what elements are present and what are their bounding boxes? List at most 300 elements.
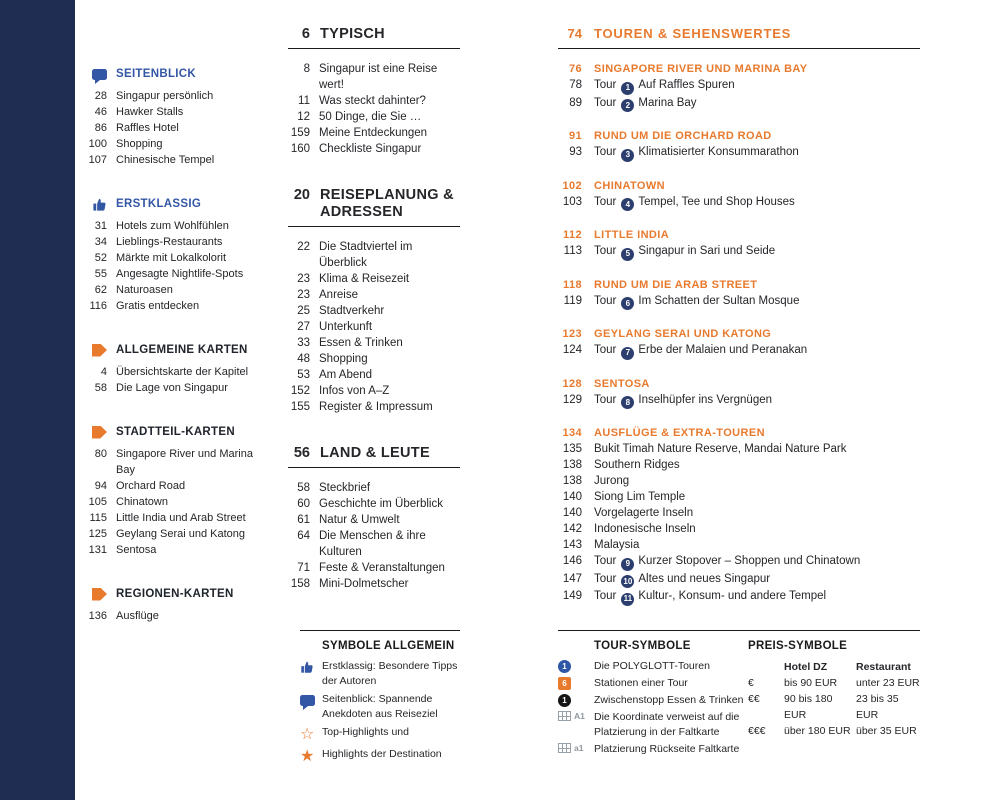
tour-group [558, 425, 920, 606]
page-number: 138 [562, 459, 582, 471]
legend-title: TOUR-SYMBOLE [594, 640, 691, 652]
page-number: 23 [297, 289, 310, 301]
legend-text: Top-Highlights und [322, 726, 409, 738]
page-number: 60 [297, 498, 310, 510]
legend-text: Die Koordinate verweist auf die Platzierung in der Faltkarte [594, 711, 740, 738]
sidebar-item-list [85, 364, 260, 396]
toc-item [85, 478, 260, 494]
price-col-hotel: Hotel DZ [784, 661, 828, 673]
legend-row [558, 659, 748, 674]
speech-bubble-icon [92, 69, 107, 80]
tour-group-header [558, 376, 920, 392]
euro-symbol: €€€ [748, 725, 766, 737]
item-label: Singapur persönlich [116, 90, 214, 102]
page-number: 55 [94, 268, 107, 280]
group-item-list [558, 293, 920, 311]
item-label: Gratis entdecken [116, 300, 200, 312]
item-label: 50 Dinge, die Sie … [319, 111, 422, 123]
label-text: Auf Raffles Spuren [638, 79, 735, 91]
section-typisch [288, 26, 460, 157]
tour-group [558, 277, 920, 311]
page-number: 61 [297, 514, 310, 526]
item-label [594, 571, 920, 589]
toc-item [288, 399, 460, 415]
page-number: 152 [290, 385, 310, 397]
legend-title: SYMBOLE ALLGEMEIN [322, 640, 455, 652]
page-edge-bar [0, 0, 75, 800]
toc-item [558, 95, 920, 113]
tour-symbols-legend [558, 640, 748, 759]
toc-item [85, 494, 260, 510]
tour-group-header [558, 178, 920, 194]
toc-item [85, 282, 260, 298]
sidebar [85, 66, 260, 652]
sidebar-section-regionen-karten [85, 586, 260, 624]
toc-item [558, 489, 920, 505]
tours-header [558, 26, 920, 49]
group-title: GEYLANG SERAI UND KATONG [594, 328, 772, 340]
stop-circle-icon: 1 [558, 694, 571, 707]
label-text: Malaysia [594, 539, 640, 551]
item-label: Checkliste Singapur [319, 143, 422, 155]
toc-item [85, 380, 260, 396]
group-item-list [558, 441, 920, 606]
item-label [594, 457, 920, 473]
toc-item [288, 287, 460, 303]
item-label: Die Menschen & ihre Kulturen [319, 530, 426, 558]
price-symbols-legend [748, 640, 920, 759]
map-coordinate-label: a1 [574, 743, 584, 753]
page-number: 112 [563, 229, 582, 241]
toc-item [558, 473, 920, 489]
page-number: 160 [290, 143, 310, 155]
tour-number-badge: 5 [621, 248, 634, 261]
legend-title: PREIS-SYMBOLE [748, 640, 848, 652]
toc-item [288, 383, 460, 399]
hotel-price: über 180 EUR [784, 725, 851, 737]
group-title: CHINATOWN [594, 179, 666, 192]
item-label: Natur & Umwelt [319, 514, 400, 526]
item-label [594, 553, 920, 571]
item-label: Infos von A–Z [319, 385, 390, 397]
item-label [594, 392, 920, 410]
page-number: 138 [562, 475, 582, 487]
item-label: Ausflüge [116, 610, 159, 622]
item-label: Angesagte Nightlife-Spots [116, 268, 244, 280]
item-label [594, 293, 920, 311]
toc-item [558, 521, 920, 537]
item-label: Klima & Reisezeit [319, 273, 410, 285]
page-number: 159 [290, 127, 310, 139]
sidebar-item-list [85, 218, 260, 314]
item-label [594, 489, 920, 505]
tour-prefix: Tour [594, 96, 617, 109]
group-title: SINGAPORE RIVER UND MARINA BAY [594, 63, 808, 75]
sidebar-item-list [85, 608, 260, 624]
page-number: 155 [290, 401, 310, 413]
section-item-list [288, 239, 460, 415]
toc-item [558, 537, 920, 553]
toc-item [558, 194, 920, 212]
section-title: TOUREN & SEHENSWERTES [594, 26, 792, 41]
page-number: 143 [562, 539, 582, 551]
tour-prefix: Tour [594, 393, 617, 406]
sidebar-section-header [85, 196, 260, 212]
toc-item [558, 505, 920, 521]
price-table-rows [748, 675, 920, 739]
tour-symbols-legend-area [558, 630, 920, 759]
toc-item [288, 480, 460, 496]
item-label: Orchard Road [116, 480, 186, 492]
sidebar-section-title: ALLGEMEINE KARTEN [116, 344, 248, 356]
page-number: 86 [94, 122, 107, 134]
item-label: Übersichtskarte der Kapitel [116, 366, 249, 378]
page-number: 46 [94, 106, 107, 118]
legend-text: Die POLYGLOTT-Touren [594, 660, 710, 672]
section-page-number: 74 [567, 26, 582, 41]
section-item-list [288, 480, 460, 592]
item-label: Geschichte im Überblick [319, 498, 443, 510]
item-label: Little India und Arab Street [116, 512, 246, 524]
item-label: Sentosa [116, 544, 157, 556]
tour-prefix: Tour [594, 294, 617, 307]
item-label: Die Lage von Singapur [116, 382, 228, 394]
item-label: Naturoasen [116, 284, 173, 296]
tour-prefix: Tour [594, 79, 617, 91]
speech-bubble-icon [300, 695, 315, 706]
arrow-right-icon [92, 588, 107, 601]
item-label: Hotels zum Wohlfühlen [116, 220, 229, 232]
section-title: LAND & LEUTE [320, 445, 430, 461]
page-number: 34 [94, 236, 107, 248]
group-item-list [558, 342, 920, 360]
page-number: 147 [562, 572, 582, 585]
toc-item [558, 342, 920, 360]
page-number: 129 [562, 393, 582, 406]
page-number: 131 [88, 544, 107, 556]
legend-text: Stationen einer Tour [594, 677, 688, 689]
label-text: Tempel, Tee und Shop Houses [638, 195, 795, 208]
page-number: 134 [562, 427, 582, 439]
sidebar-section-header [85, 342, 260, 358]
section-page-number: 56 [293, 445, 310, 461]
page-number: 80 [94, 448, 107, 460]
section-reiseplanung [288, 187, 460, 415]
section-header [288, 187, 460, 227]
tour-prefix: Tour [594, 555, 617, 567]
toc-item [85, 104, 260, 120]
page-number: 33 [297, 337, 310, 349]
item-label: Was steckt dahinter? [319, 95, 426, 107]
label-text: Singapur in Sari und Seide [638, 245, 776, 257]
toc-item [85, 250, 260, 266]
page-number: 52 [94, 252, 107, 264]
page-number: 93 [569, 146, 582, 158]
tour-prefix: Tour [594, 195, 617, 208]
section-title: REISEPLANUNG & ADRESSEN [320, 187, 454, 220]
sidebar-section-header [85, 586, 260, 602]
item-label: Unterkunft [319, 321, 373, 333]
group-item-list [558, 77, 920, 112]
page-number: 128 [562, 377, 582, 390]
tour-number-badge: 8 [621, 396, 634, 409]
item-label: Chinatown [116, 496, 168, 508]
toc-item [558, 243, 920, 261]
legend-text: Platzierung Rückseite Faltkarte [594, 743, 740, 755]
page-number: 62 [94, 284, 107, 296]
item-label: Singapore River und Marina Bay [116, 448, 253, 476]
group-item-list [558, 144, 920, 162]
page-number: 58 [94, 382, 107, 394]
page-number: 146 [562, 555, 582, 567]
item-label: Singapur ist eine Reise wert! [319, 63, 438, 91]
page-number: 71 [297, 562, 310, 574]
item-label: Stadtverkehr [319, 305, 385, 317]
item-label: Mini-Dolmetscher [319, 578, 409, 590]
sidebar-section-title: SEITENBLICK [116, 68, 196, 80]
general-symbols-legend [300, 630, 460, 769]
toc-item [288, 239, 460, 271]
arrow-right-icon [92, 344, 107, 357]
section-page-number: 20 [293, 187, 310, 203]
toc-item [85, 446, 260, 478]
page-number: 12 [297, 111, 310, 123]
tour-group [558, 128, 920, 162]
page-number: 116 [89, 300, 107, 312]
toc-item [558, 457, 920, 473]
tour-prefix: Tour [594, 146, 617, 158]
station-square-icon: 6 [558, 677, 571, 690]
price-table-row [748, 675, 920, 691]
restaurant-price: über 35 EUR [856, 725, 917, 737]
page-number: 91 [568, 130, 582, 142]
label-text: Southern Ridges [594, 459, 680, 471]
item-label: Shopping [319, 353, 368, 365]
page-number: 135 [562, 443, 582, 455]
item-label: Feste & Veranstaltungen [319, 562, 445, 574]
item-label: Anreise [319, 289, 358, 301]
sidebar-section-title: ERSTKLASSIG [116, 198, 202, 210]
page-number: 142 [562, 523, 582, 535]
item-label [594, 521, 920, 537]
label-text: Jurong [594, 475, 630, 487]
euro-symbol: €€ [748, 693, 760, 705]
tour-group-header [558, 277, 920, 293]
page-number: 119 [563, 294, 582, 307]
restaurant-price: 23 bis 35 EUR [856, 693, 899, 721]
page-number: 78 [569, 79, 582, 91]
page-number: 140 [562, 491, 582, 503]
label-text: Im Schatten der Sultan Mosque [638, 294, 800, 307]
group-title: SENTOSA [594, 377, 650, 390]
section-header [288, 445, 460, 468]
item-label [594, 505, 920, 521]
legend-text: Zwischenstopp Essen & Trinken [594, 694, 744, 706]
toc-item [288, 61, 460, 93]
toc-item [85, 152, 260, 168]
section-title: TYPISCH [320, 26, 385, 42]
label-text: Vorgelagerte Inseln [594, 507, 694, 519]
item-label [594, 95, 920, 113]
page-number: 100 [88, 138, 107, 150]
item-label: Märkte mit Lokalkolorit [116, 252, 227, 264]
page-number: 125 [88, 528, 107, 540]
sidebar-section-header [85, 424, 260, 440]
toc-item [558, 392, 920, 410]
tour-number-badge: 9 [621, 558, 634, 571]
label-text: Siong Lim Temple [594, 491, 686, 503]
toc-item [288, 576, 460, 592]
page-number: 123 [562, 328, 582, 340]
tour-prefix: Tour [594, 245, 617, 257]
item-label: Register & Impressum [319, 401, 433, 413]
tour-prefix: Tour [594, 344, 617, 356]
item-label: Steckbrief [319, 482, 371, 494]
price-table-row [748, 723, 920, 739]
page-number: 22 [297, 241, 310, 253]
page-number: 118 [563, 278, 582, 291]
item-label: Lieblings-Restaurants [116, 236, 223, 248]
sidebar-item-list [85, 446, 260, 558]
toc-item [85, 364, 260, 380]
sidebar-section-title: STADTTEIL-KARTEN [116, 426, 235, 438]
toc-item [288, 109, 460, 125]
euro-symbol: € [748, 677, 754, 689]
toc-item [288, 512, 460, 528]
label-text: Altes und neues Singapur [638, 572, 771, 585]
restaurant-price: unter 23 EUR [856, 677, 920, 689]
page-number: 23 [297, 273, 310, 285]
toc-item [558, 588, 920, 606]
tour-number-badge: 1 [621, 82, 634, 95]
toc-item [85, 88, 260, 104]
tour-group [558, 178, 920, 212]
tour-group-header [558, 128, 920, 144]
item-label: Essen & Trinken [319, 337, 403, 349]
item-label: Raffles Hotel [116, 122, 179, 134]
group-item-list [558, 194, 920, 212]
page-number: 64 [297, 530, 310, 542]
price-table-row [748, 691, 920, 723]
item-label: Am Abend [319, 369, 373, 381]
group-item-list [558, 392, 920, 410]
tour-number-badge: 4 [621, 198, 634, 211]
page-number: 140 [562, 507, 582, 519]
legend-text: Seitenblick: Spannende Anekdoten aus Reiseziel [322, 693, 438, 720]
item-label [594, 144, 920, 162]
tour-group-header [558, 326, 920, 342]
toc-item [288, 351, 460, 367]
toc-item [558, 553, 920, 571]
section-land-leute [288, 445, 460, 592]
tour-group-header [558, 61, 920, 77]
sidebar-section-seitenblick [85, 66, 260, 168]
legend-row [300, 747, 460, 766]
item-label: Chinesische Tempel [116, 154, 215, 166]
toc-item [288, 335, 460, 351]
legend-row [558, 693, 748, 708]
group-item-list [558, 243, 920, 261]
sidebar-section-allgemeine-karten [85, 342, 260, 396]
item-label [594, 588, 920, 606]
label-text: Inselhüpfer ins Vergnügen [638, 393, 773, 406]
page-number: 27 [297, 321, 310, 333]
label-text: Marina Bay [638, 96, 697, 109]
tour-group [558, 61, 920, 112]
legend-row [300, 692, 460, 722]
tour-number-badge: 10 [621, 575, 634, 588]
tour-number-circle-icon: 1 [558, 660, 571, 673]
map-grid-icon [558, 743, 571, 753]
label-text: Kurzer Stopover – Shoppen und Chinatown [638, 555, 861, 567]
toc-item [288, 319, 460, 335]
item-label: Die Stadtviertel im Überblick [319, 241, 413, 269]
map-grid-icon [558, 711, 571, 721]
label-text: Erbe der Malaien und Peranakan [638, 344, 808, 356]
item-label [594, 194, 920, 212]
label-text: Klimatisierter Konsummarathon [638, 146, 799, 158]
tour-number-badge: 6 [621, 297, 634, 310]
toc-item [558, 293, 920, 311]
toc-item [288, 125, 460, 141]
toc-item [288, 303, 460, 319]
toc-item [558, 441, 920, 457]
page-number: 89 [569, 96, 582, 109]
toc-item [85, 542, 260, 558]
toc-item [288, 528, 460, 560]
section-item-list [288, 61, 460, 157]
toc-item [288, 560, 460, 576]
tour-number-badge: 11 [621, 593, 634, 606]
item-label [594, 473, 920, 489]
toc-item [288, 93, 460, 109]
price-table-header [748, 659, 920, 675]
toc-item [85, 266, 260, 282]
legend-row [300, 725, 460, 744]
legend-row [558, 676, 748, 691]
page-number: 103 [562, 195, 582, 208]
toc-item [85, 298, 260, 314]
page-number: 105 [88, 496, 107, 508]
price-symbol-column [748, 659, 784, 675]
page-number: 31 [94, 220, 107, 232]
item-label [594, 243, 920, 261]
page-number: 76 [568, 63, 582, 75]
label-text: Bukit Timah Nature Reserve, Mandai Nature Park [594, 443, 847, 455]
toc-item [85, 510, 260, 526]
page-number: 8 [303, 63, 310, 75]
group-title: RUND UM DIE ARAB STREET [594, 278, 758, 291]
page-number: 11 [298, 95, 310, 107]
sidebar-section-stadtteil-karten [85, 424, 260, 558]
tour-group [558, 227, 920, 261]
thumbs-up-icon [300, 660, 314, 674]
toc-item [85, 234, 260, 250]
label-text: Kultur-, Konsum- und andere Tempel [638, 590, 827, 602]
arrow-right-icon [92, 426, 107, 439]
legend-row [558, 710, 748, 740]
legend-text: Erstklassig: Besondere Tipps der Autoren [322, 660, 458, 687]
page-number: 113 [563, 245, 582, 257]
tour-prefix: Tour [594, 572, 617, 585]
page-number: 115 [89, 512, 107, 524]
toc-item [85, 136, 260, 152]
toc-item [288, 496, 460, 512]
tour-number-badge: 3 [621, 149, 634, 162]
group-title: LITTLE INDIA [594, 229, 670, 241]
legend-row [300, 659, 460, 689]
tour-group [558, 326, 920, 360]
